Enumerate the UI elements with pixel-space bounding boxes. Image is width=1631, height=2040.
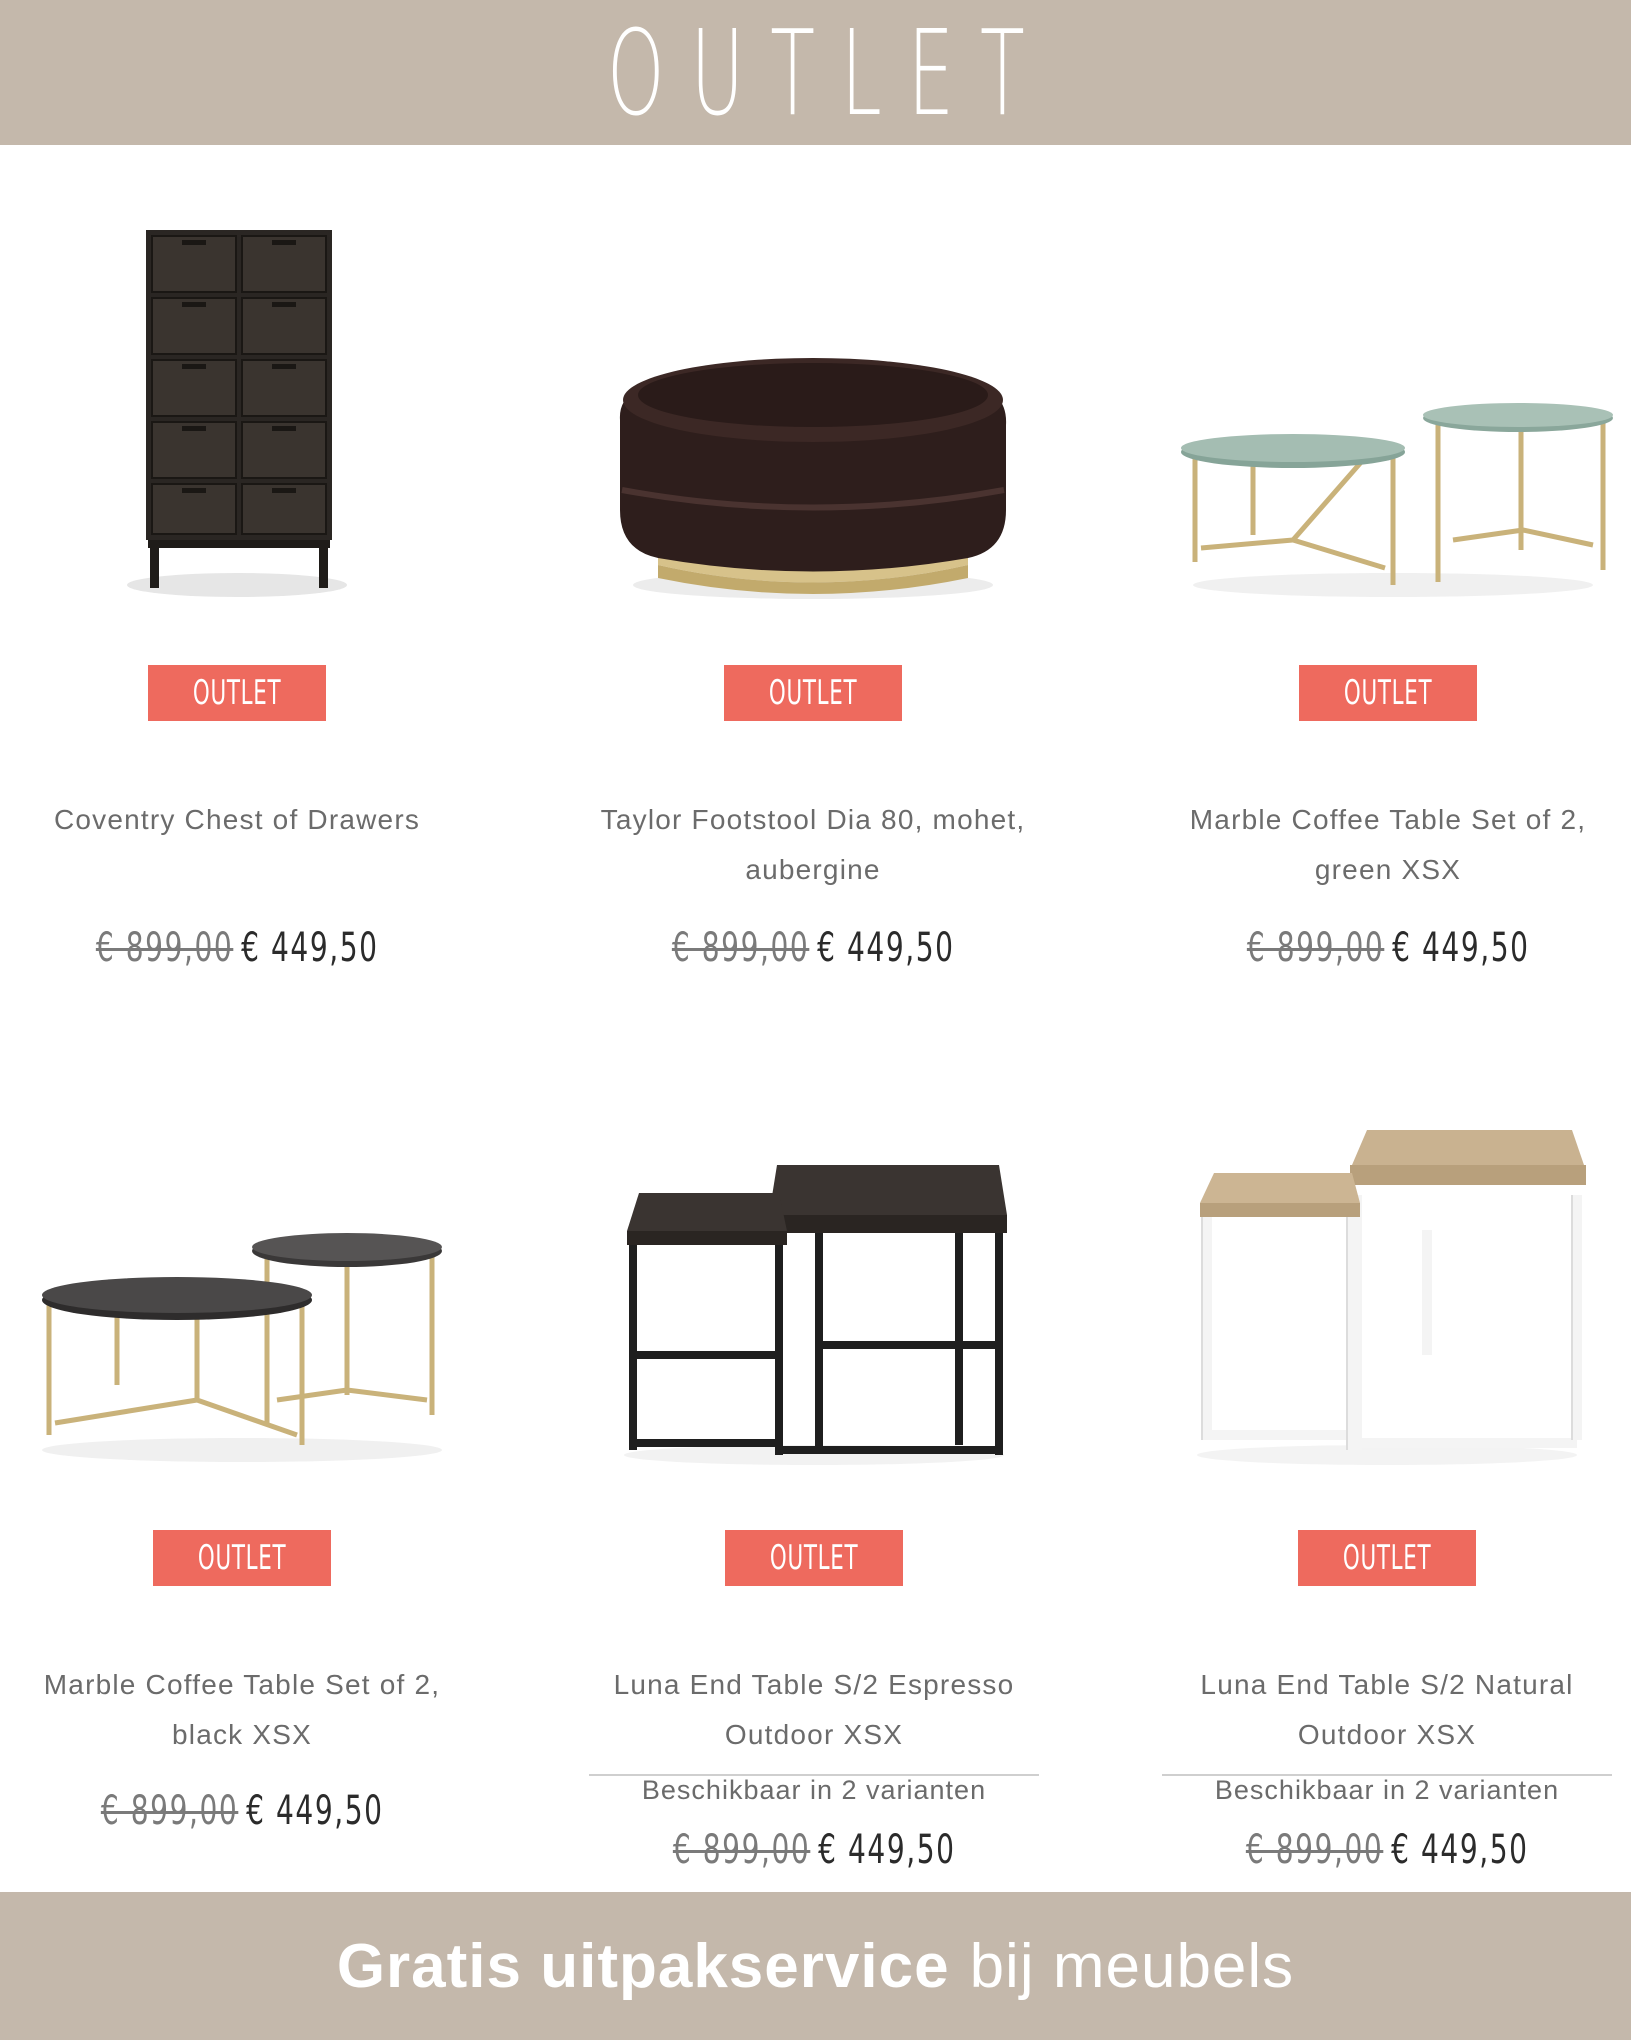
old-price: € 899,00: [1245, 1827, 1384, 1873]
sale-price: € 449,50: [816, 925, 955, 971]
product-title[interactable]: Marble Coffee Table Set of 2, green XSX: [1189, 804, 1587, 885]
outlet-badge: OUTLET: [725, 1530, 903, 1586]
outlet-badge: OUTLET: [724, 665, 902, 721]
service-footer-banner: [0, 1892, 1631, 2040]
old-price: € 899,00: [1246, 925, 1385, 971]
sale-price: € 449,50: [817, 1827, 956, 1873]
product-card[interactable]: [1152, 1030, 1622, 1873]
natural-end-tables-image[interactable]: [1152, 1030, 1622, 1500]
variants-text[interactable]: Beschikbaar in 2 varianten: [1214, 1775, 1560, 1805]
outlet-badge: OUTLET: [1299, 665, 1477, 721]
product-grid: [0, 145, 1631, 1892]
product-title[interactable]: Luna End Table S/2 Espresso Outdoor XSX: [613, 1669, 1015, 1750]
old-price: € 899,00: [672, 1827, 811, 1873]
product-card[interactable]: [579, 1030, 1049, 1873]
product-title[interactable]: Taylor Footstool Dia 80, mohet, aubergine: [600, 804, 1026, 885]
product-price: [578, 925, 1048, 971]
product-card[interactable]: [2, 165, 472, 971]
product-price: [2, 925, 472, 971]
old-price: € 899,00: [100, 1788, 239, 1834]
product-price: [1152, 1827, 1622, 1873]
chest-of-drawers-image[interactable]: [2, 165, 472, 635]
outlet-badge: OUTLET: [1298, 1530, 1476, 1586]
footstool-image[interactable]: [578, 165, 1048, 635]
footer-bold-text: Gratis uitpakservice: [336, 1931, 950, 2001]
product-price: [7, 1788, 477, 1834]
outlet-header-banner: [0, 0, 1631, 145]
sale-price: € 449,50: [1390, 1827, 1529, 1873]
outlet-header-title: OUTLET: [606, 3, 1051, 142]
outlet-badge: OUTLET: [153, 1530, 331, 1586]
product-price: [579, 1827, 1049, 1873]
outlet-badge: OUTLET: [148, 665, 326, 721]
product-card[interactable]: [578, 165, 1048, 971]
sale-price: € 449,50: [1391, 925, 1530, 971]
black-marble-tables-image[interactable]: [7, 1030, 477, 1500]
footer-light-text: bij meubels: [969, 1931, 1295, 2001]
product-title[interactable]: Marble Coffee Table Set of 2, black XSX: [43, 1669, 441, 1750]
sale-price: € 449,50: [240, 925, 379, 971]
sale-price: € 449,50: [245, 1788, 384, 1834]
green-marble-tables-image[interactable]: [1153, 165, 1623, 635]
product-card[interactable]: [1153, 165, 1623, 971]
product-title[interactable]: Luna End Table S/2 Natural Outdoor XSX: [1200, 1669, 1574, 1750]
espresso-end-tables-image[interactable]: [579, 1030, 1049, 1500]
product-card[interactable]: [7, 1030, 477, 1834]
old-price: € 899,00: [671, 925, 810, 971]
variants-text[interactable]: Beschikbaar in 2 varianten: [641, 1775, 987, 1805]
product-price: [1153, 925, 1623, 971]
product-title[interactable]: Coventry Chest of Drawers: [53, 804, 421, 835]
old-price: € 899,00: [95, 925, 234, 971]
